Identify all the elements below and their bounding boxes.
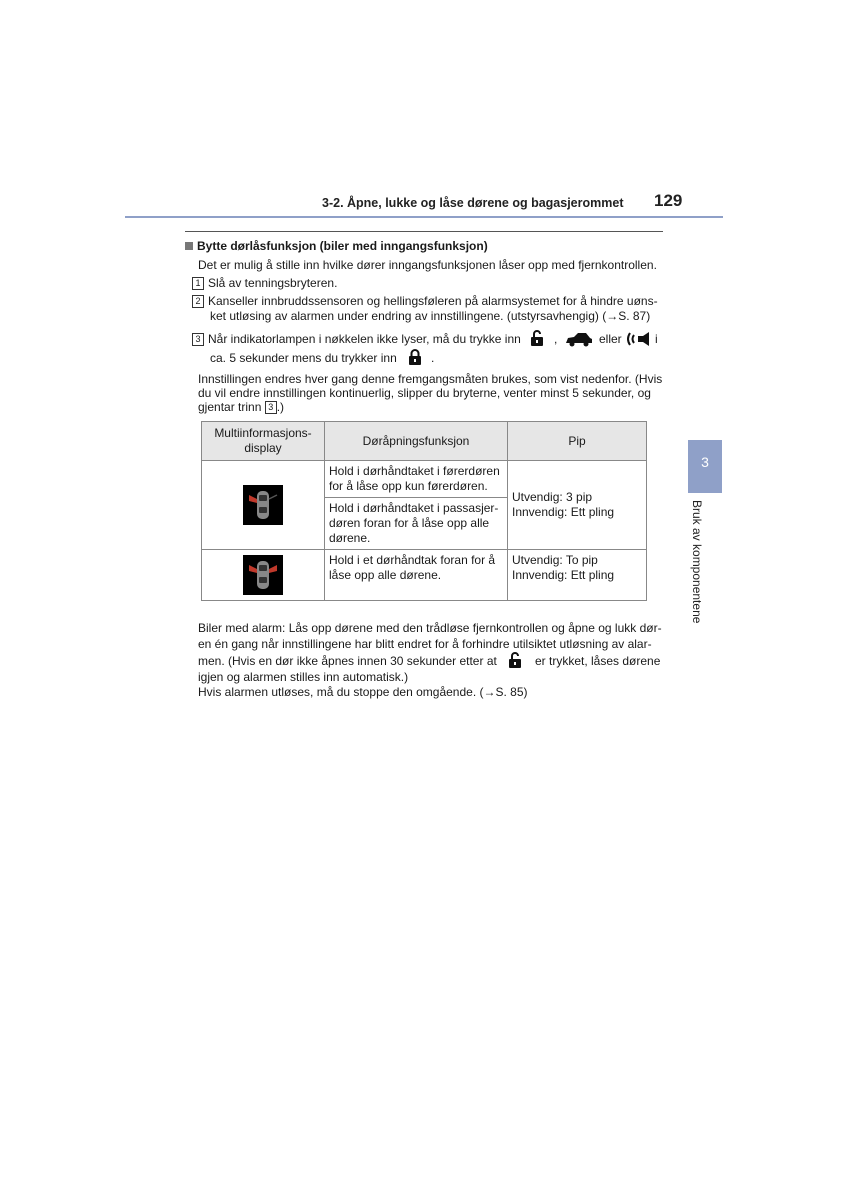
note-line-2: en én gang når innstillingene har blitt endret for å forhindre utilsiktet utløsning av alar- bbox=[198, 637, 652, 651]
table-row bbox=[202, 461, 647, 498]
after-line-1: Innstillingen endres hver gang denne fremgangsmåten brukes, som vist nedenfor. (Hvis bbox=[198, 372, 663, 386]
function-cell: Hold i dørhåndtaket i førerdøren for å låse opp kun førerdøren. bbox=[325, 461, 508, 498]
note-line-5: Hvis alarmen utløses, må du stoppe den omgående. (→S. 85) bbox=[198, 685, 528, 699]
function-cell: Hold i et dørhåndtak foran for å låse opp alle dørene. bbox=[325, 550, 508, 601]
step-2 bbox=[192, 294, 658, 309]
section-heading bbox=[185, 239, 488, 254]
car-door-display-icon bbox=[243, 485, 283, 525]
section-intro: Det er mulig å stille inn hvilke dører inngangsfunksjonen låser opp med fjernkontrollen. bbox=[198, 258, 657, 272]
step-3-period: . bbox=[431, 351, 435, 365]
display-cell bbox=[202, 461, 325, 550]
step-3-comma: , bbox=[554, 332, 558, 346]
step-text: Kanseller innbruddssensoren og hellingsføleren på alarmsystemet for å hindre uøns- bbox=[208, 294, 658, 308]
display-cell bbox=[202, 550, 325, 601]
chapter-side-label: Bruk av komponentene bbox=[690, 500, 704, 624]
step-3-line-2: ca. 5 sekunder mens du trykker inn bbox=[210, 351, 397, 365]
note-line-3b: er trykket, låses dørene bbox=[535, 654, 661, 668]
step-3 bbox=[192, 332, 521, 347]
step-text: Slå av tenningsbryteren. bbox=[208, 276, 338, 290]
bullet-square-icon bbox=[185, 242, 193, 250]
step-number: 3 bbox=[192, 333, 204, 346]
section-rule bbox=[185, 231, 663, 232]
table-header-cell: Pip bbox=[508, 422, 647, 461]
door-unlock-table bbox=[201, 421, 647, 601]
step-1 bbox=[192, 276, 337, 291]
pip-cell: Utvendig: To pip Innvendig: Ett pling bbox=[508, 550, 647, 601]
section-heading-text: Bytte dørlåsfunksjon (biler med inngangsfunksjon) bbox=[197, 239, 488, 253]
padlock-open-icon bbox=[508, 651, 522, 674]
table-header-cell: Multiinformasjons- display bbox=[202, 422, 325, 461]
header-rule bbox=[125, 216, 723, 218]
table-row bbox=[202, 550, 647, 601]
step-number: 2 bbox=[192, 295, 204, 308]
step-text: Når indikatorlampen i nøkkelen ikke lyser, må du trykke inn bbox=[208, 332, 521, 346]
note-line-1: Biler med alarm: Lås opp dørene med den trådløse fjernkontrollen og åpne og lukk dør- bbox=[198, 621, 662, 635]
padlock-open-icon bbox=[530, 329, 544, 352]
page-number: 129 bbox=[654, 191, 683, 210]
note-line-4: igjen og alarmen stilles inn automatisk.) bbox=[198, 670, 409, 684]
step-3-or: eller bbox=[599, 332, 622, 346]
panic-alarm-icon bbox=[625, 330, 653, 353]
car-door-display-icon bbox=[243, 555, 283, 595]
after-line-2: du vil endre innstillingen kontinuerlig, slipper du bryterne, venter minst 5 sekunder, og bbox=[198, 386, 651, 400]
step-2-line-2: ket utløsing av alarmen under endring av innstillingene. (utstyrsavhengig) (→S. 87) bbox=[210, 309, 651, 323]
chapter-tab: 3 bbox=[688, 440, 722, 493]
chapter-title: 3-2. Åpne, lukke og låse dørene og bagasjerommet bbox=[322, 196, 624, 210]
step-3-in: i bbox=[655, 332, 658, 346]
table-header-row bbox=[202, 422, 647, 461]
car-trunk-icon bbox=[564, 331, 594, 352]
table-header-cell: Døråpningsfunksjon bbox=[325, 422, 508, 461]
step-number: 1 bbox=[192, 277, 204, 290]
function-cell: Hold i dørhåndtaket i passasjer- døren foran for å låse opp alle dørene. bbox=[325, 498, 508, 550]
pip-cell: Utvendig: 3 pip Innvendig: Ett pling bbox=[508, 461, 647, 550]
padlock-closed-icon bbox=[408, 348, 422, 371]
after-line-3: gjentar trinn 3 .) bbox=[198, 400, 285, 414]
note-line-3a: men. (Hvis en dør ikke åpnes innen 30 sekunder etter at bbox=[198, 654, 497, 668]
step-number: 3 bbox=[265, 401, 277, 414]
